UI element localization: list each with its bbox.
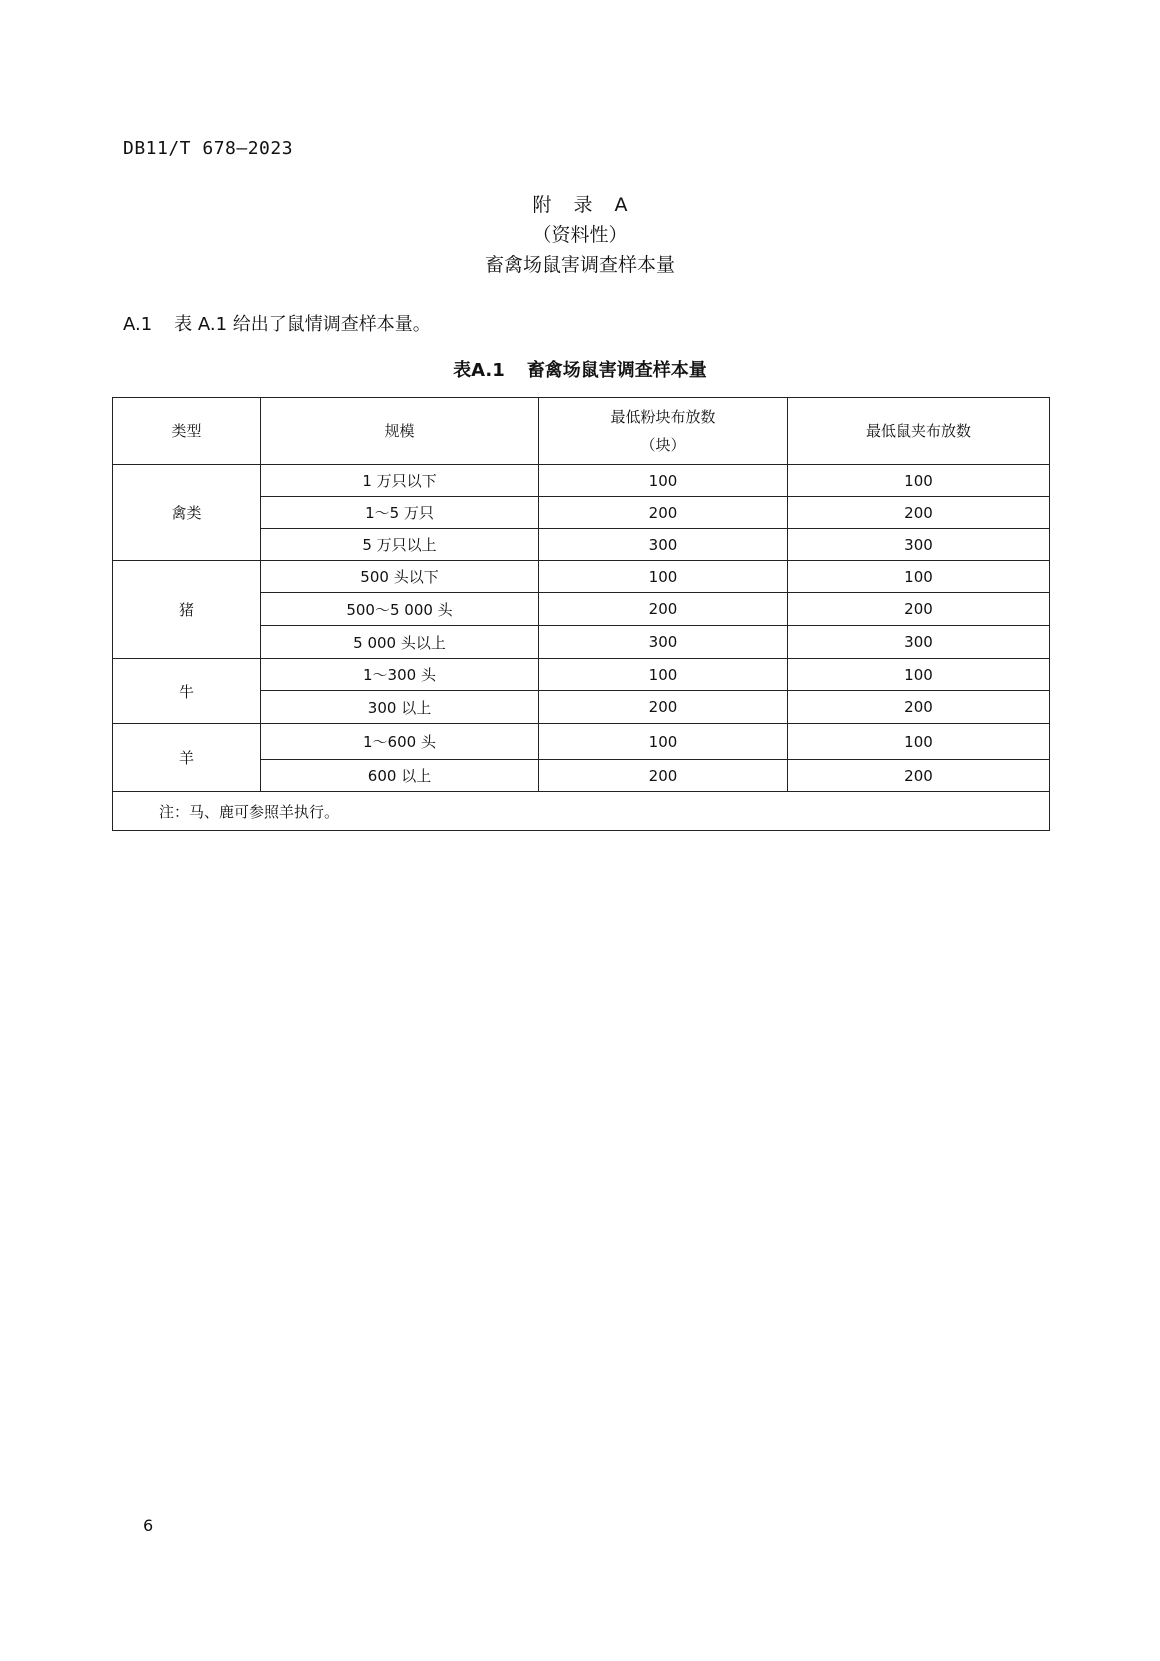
table-row: [113, 465, 1050, 497]
powder-cell: 200: [539, 497, 788, 529]
powder-cell: 300: [539, 529, 788, 561]
appendix-type: （资料性）: [532, 224, 628, 246]
trap-cell: 300: [788, 529, 1050, 561]
appendix-label: 附 录 A: [532, 194, 628, 216]
column-header-type: 类型: [113, 398, 261, 465]
table-caption: [0, 356, 1160, 382]
column-header-trap: 最低鼠夹布放数: [788, 398, 1050, 465]
trap-cell: 100: [788, 724, 1050, 760]
powder-cell: 200: [539, 760, 788, 792]
table-note-row: [113, 792, 1050, 831]
scale-cell: 500 头以下: [261, 561, 539, 593]
trap-cell: 200: [788, 760, 1050, 792]
scale-cell: 600 以上: [261, 760, 539, 792]
trap-cell: 300: [788, 626, 1050, 659]
type-cell: 禽类: [113, 465, 261, 561]
table-row: [113, 561, 1050, 593]
table-row: [113, 659, 1050, 691]
trap-cell: 200: [788, 497, 1050, 529]
column-header-scale: 规模: [261, 398, 539, 465]
table-header-row: [113, 398, 1050, 465]
column-header-powder-line2: （块）: [640, 436, 686, 454]
type-cell: 猪: [113, 561, 261, 659]
scale-cell: 1～600 头: [261, 724, 539, 760]
page-number: 6: [143, 1516, 154, 1535]
table-note: 注：马、鹿可参照羊执行。: [113, 792, 1050, 831]
trap-cell: 100: [788, 561, 1050, 593]
scale-cell: 5 万只以上: [261, 529, 539, 561]
powder-cell: 100: [539, 659, 788, 691]
type-cell: 牛: [113, 659, 261, 724]
scale-cell: 500～5 000 头: [261, 593, 539, 626]
scale-cell: 5 000 头以上: [261, 626, 539, 659]
trap-cell: 200: [788, 593, 1050, 626]
trap-cell: 100: [788, 465, 1050, 497]
appendix-title: 畜禽场鼠害调查样本量: [484, 254, 675, 276]
powder-cell: 100: [539, 465, 788, 497]
type-cell: 羊: [113, 724, 261, 792]
column-header-powder-line1: 最低粉块布放数: [610, 408, 716, 426]
table-caption-number: 表A.1: [453, 360, 505, 381]
clause-a1: [123, 310, 431, 336]
powder-cell: 300: [539, 626, 788, 659]
column-header-powder: [539, 398, 788, 465]
trap-cell: 100: [788, 659, 1050, 691]
powder-cell: 100: [539, 561, 788, 593]
powder-cell: 100: [539, 724, 788, 760]
clause-text: 表 A.1 给出了鼠情调查样本量。: [174, 314, 431, 335]
sample-size-table: [112, 397, 1050, 831]
clause-number: A.1: [123, 314, 153, 335]
powder-cell: 200: [539, 691, 788, 724]
scale-cell: 300 以上: [261, 691, 539, 724]
table-row: [113, 724, 1050, 760]
standard-code: DB11/T 678—2023: [123, 138, 294, 159]
table-caption-title: 畜禽场鼠害调查样本量: [526, 360, 707, 381]
scale-cell: 1 万只以下: [261, 465, 539, 497]
scale-cell: 1～5 万只: [261, 497, 539, 529]
powder-cell: 200: [539, 593, 788, 626]
trap-cell: 200: [788, 691, 1050, 724]
scale-cell: 1～300 头: [261, 659, 539, 691]
